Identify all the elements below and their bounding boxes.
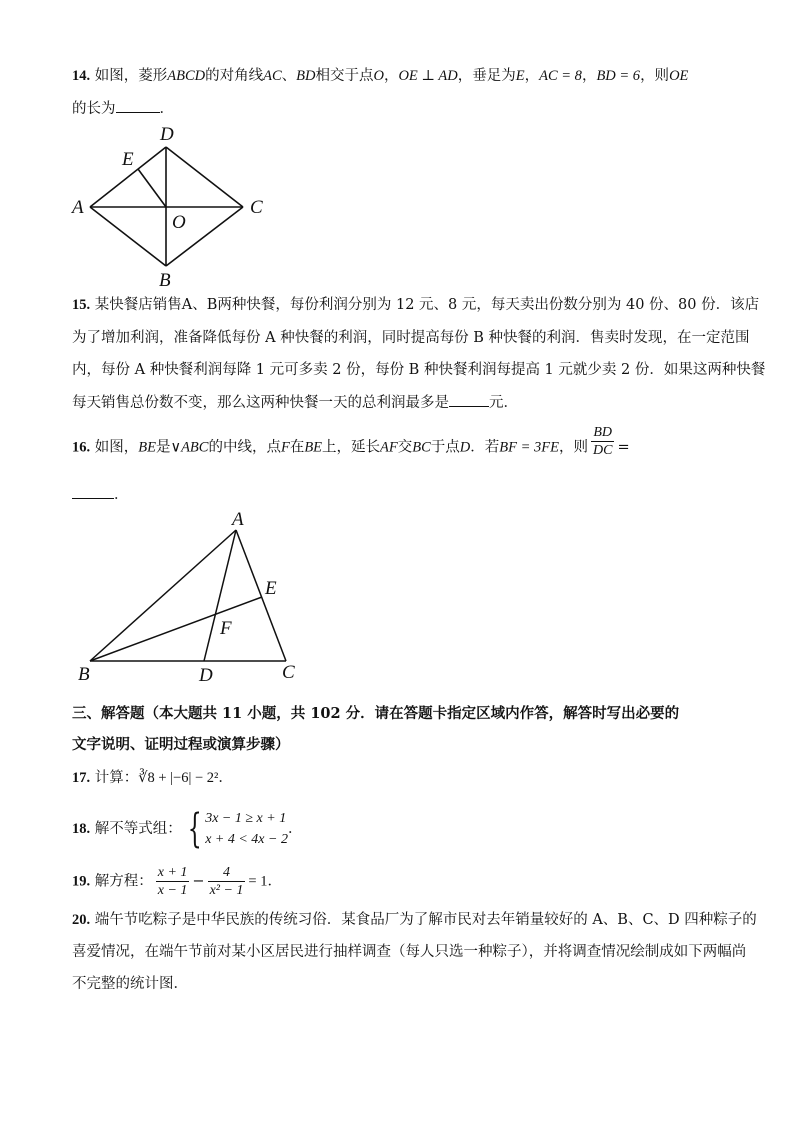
q16-text: ．若	[470, 439, 500, 456]
side-ac	[236, 530, 286, 661]
q15-text: 内，每份 A 种快餐利润每降 1 元可多卖 2 份，每份 B 种快餐利润每提高 1 元就少卖 2 份．如果这两种快餐	[72, 362, 766, 378]
q14-text: 如图，菱形	[94, 68, 168, 84]
label-d: D	[199, 665, 213, 686]
q15-text: 每天销售总份数不变，那么这两种快餐一天的总利润最多是	[72, 395, 449, 411]
q14-line1	[72, 66, 688, 86]
label-b: B	[159, 270, 171, 291]
q14-comma: ，	[524, 68, 540, 84]
q16-text: 于点	[430, 439, 460, 456]
label-f: F	[220, 618, 232, 639]
q16-answer-blank[interactable]	[72, 484, 114, 499]
q14-answer-blank[interactable]	[116, 98, 160, 113]
q16-text: 是	[155, 439, 171, 456]
segment-ad	[204, 530, 236, 661]
q16-be: BE	[138, 439, 156, 456]
side-ba	[90, 530, 236, 661]
label-b: B	[78, 664, 90, 685]
fraction-denominator: x − 1	[157, 883, 188, 898]
q20-number: 20.	[72, 912, 91, 928]
inequality-2: x + 4 < 4x − 2	[205, 832, 288, 847]
q16-line1	[72, 425, 630, 459]
q14-o: O	[373, 68, 384, 84]
fraction-denominator: x² − 1	[209, 883, 244, 898]
q14-e: E	[515, 68, 525, 84]
q19-label: 解方程：	[94, 873, 153, 890]
q14-abcd: ABCD	[167, 68, 206, 84]
q17-line	[72, 768, 233, 788]
inequality-1: 3x − 1 ≥ x + 1	[205, 811, 287, 826]
q16-fraction	[591, 424, 614, 459]
q17-number: 17.	[72, 770, 91, 786]
label-a: A	[72, 197, 84, 218]
label-o: O	[172, 212, 186, 233]
q20-text: 喜爱情况，在端午节前对某小区居民进行抽样调查（每人只选一种粽子），并将调查情况绘制成如下两幅尚	[72, 944, 747, 960]
q14-text: 的长为	[72, 101, 116, 117]
q16-end: ．	[114, 487, 129, 503]
q15-line1	[72, 295, 759, 315]
q14-comma: ，	[581, 68, 597, 84]
section-3-heading: 三、解答题（本大题共 11 小题，共 102 分．请在答题卡指定区域内作答，解答时写出必要的	[72, 705, 680, 722]
q18-line	[72, 808, 302, 854]
rhombus-figure	[60, 120, 290, 292]
q20-line1	[72, 910, 757, 930]
fraction-1	[156, 864, 190, 899]
q16-be: BE	[304, 439, 323, 456]
section-3-heading: 文字说明、证明过程或演算步骤）	[72, 736, 290, 753]
q14-comma: ，	[383, 68, 399, 84]
q16-number: 16.	[72, 439, 91, 456]
q15-text: 某快餐店销售A、B两种快餐，每份利润分别为 12 元、8 元，每天卖出份数分别为 40 份、80 份．该店	[94, 297, 760, 313]
q16-condition: BF = 3FE	[499, 439, 559, 456]
fraction-numerator: x + 1	[157, 865, 188, 880]
section-3-heading-line1	[72, 704, 679, 724]
q16-f: F	[280, 439, 290, 456]
q15-line4	[72, 392, 518, 413]
edge-ba	[90, 207, 166, 266]
q17-label: 计算：	[94, 770, 139, 786]
label-c: C	[282, 662, 295, 683]
q15-text: 元．	[489, 395, 518, 411]
q16-text: 在	[289, 439, 305, 456]
q19-line	[72, 864, 282, 904]
q16-line2	[72, 484, 129, 505]
q16-text: 的中线，点	[208, 439, 281, 456]
q19-end: ．	[267, 873, 282, 890]
q14-line2	[72, 98, 174, 119]
q15-text: 为了增加利润，准备降低每份 A 种快餐的利润，同时提高每份 B 种快餐的利润．售卖时发现，在一定范围	[72, 330, 750, 346]
q18-number: 18.	[72, 821, 91, 837]
q16-text: 如图，	[94, 439, 139, 456]
q16-text: 交	[397, 439, 413, 456]
q16-text: 上，延长	[322, 439, 381, 456]
q16-triangle: ∨ABC	[170, 439, 209, 456]
q19-number: 19.	[72, 873, 91, 890]
q14-oe: OE	[669, 68, 689, 84]
label-a: A	[232, 509, 244, 530]
q14-number: 14.	[72, 68, 91, 84]
q15-answer-blank[interactable]	[449, 392, 489, 407]
q18-label: 解不等式组：	[94, 821, 182, 837]
inequality-system	[205, 808, 288, 850]
segment-oe	[138, 169, 166, 207]
label-c: C	[250, 197, 263, 218]
fraction-numerator: BD	[591, 424, 614, 442]
q16-bc: BC	[412, 439, 431, 456]
fraction-denominator: DC	[592, 443, 613, 458]
minus-sign: −	[192, 873, 205, 890]
triangle-figure	[70, 508, 320, 688]
q16-af: AF	[380, 439, 398, 456]
q14-text: 的对角线	[205, 68, 264, 84]
q15-line3	[72, 360, 765, 380]
q17-end: ．	[218, 770, 233, 786]
q16-d: D	[459, 439, 471, 456]
q15-line2	[72, 328, 750, 348]
q20-line3	[72, 974, 188, 994]
q18-end: ．	[287, 821, 303, 837]
fraction-2	[208, 864, 246, 899]
q17-expression: ∛8 + |−6| − 2²	[138, 770, 219, 786]
q14-ac: AC	[263, 68, 282, 84]
label-e: E	[122, 149, 134, 170]
q14-perp: OE ⊥ AD	[398, 68, 458, 84]
label-e: E	[265, 578, 277, 599]
edge-dc	[166, 147, 243, 207]
q14-bd-eq: BD = 6	[596, 68, 641, 84]
q14-text: 相交于点	[315, 68, 374, 84]
q16-eq: =	[617, 439, 630, 456]
q15-number: 15.	[72, 297, 91, 313]
label-d: D	[160, 124, 174, 145]
q20-text: 端午节吃粽子是中华民族的传统习俗．某食品厂为了解市民对去年销量较好的 A、B、C、D 四种粽子的	[94, 912, 757, 928]
q14-sep: 、	[281, 68, 297, 84]
q14-text: ，垂足为	[457, 68, 516, 84]
q20-line2	[72, 942, 746, 962]
q14-end: ．	[159, 101, 174, 117]
equation-rhs: = 1	[248, 873, 268, 890]
system-brace: {	[187, 806, 202, 852]
q14-text: ，则	[640, 68, 670, 84]
q14-bd: BD	[296, 68, 316, 84]
fraction-numerator: 4	[208, 864, 246, 882]
section-3-heading-line2	[72, 735, 290, 755]
segment-be	[90, 597, 262, 661]
q20-text: 不完整的统计图．	[72, 976, 188, 992]
q16-text: ，则	[558, 439, 588, 456]
q14-ac-eq: AC = 8	[539, 68, 582, 84]
